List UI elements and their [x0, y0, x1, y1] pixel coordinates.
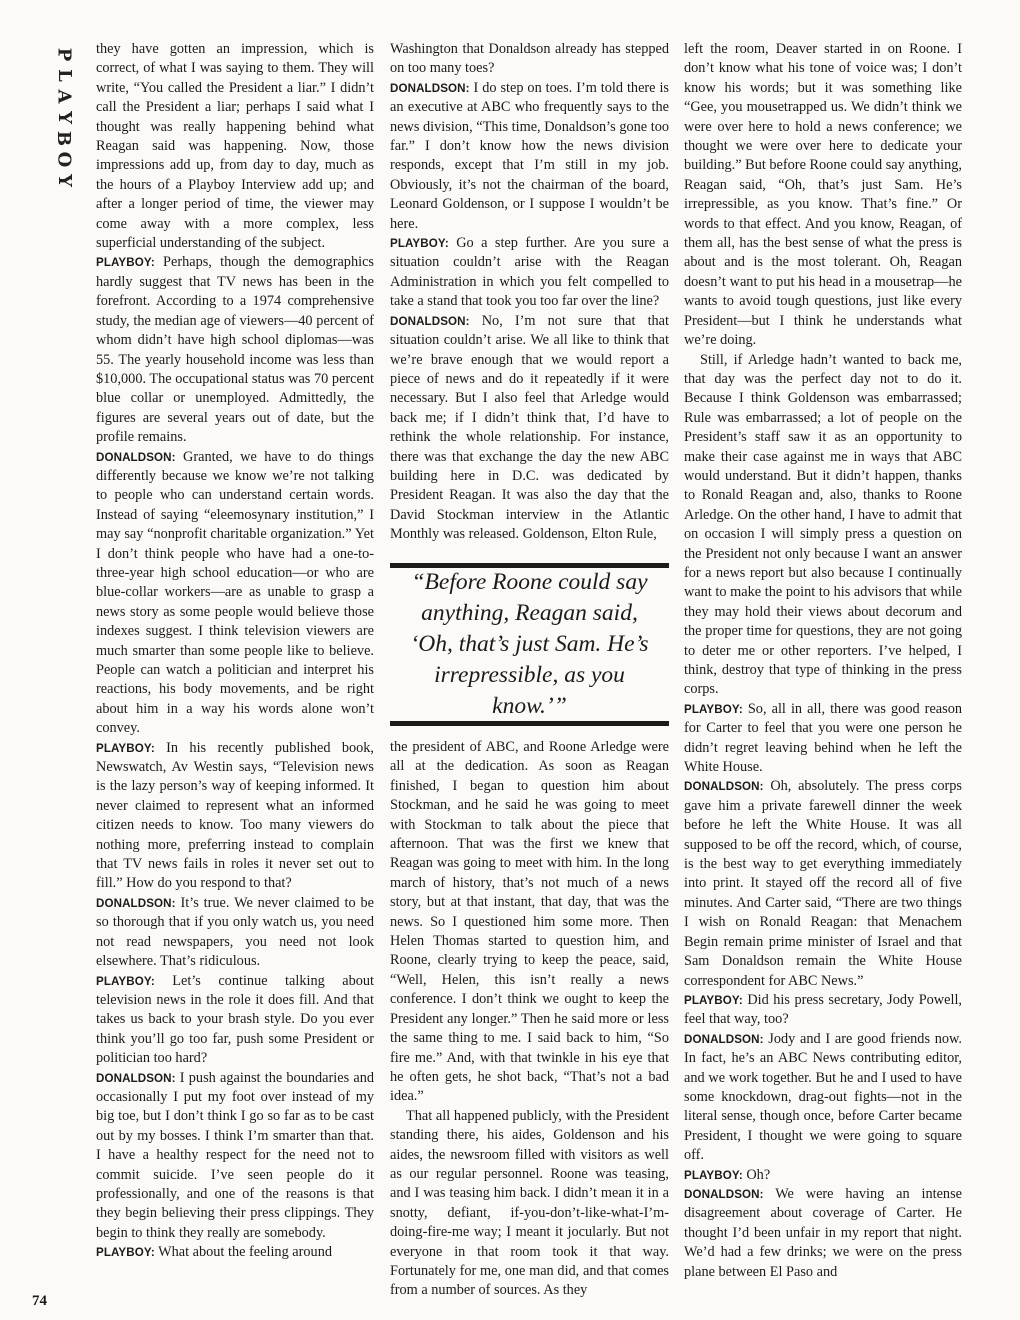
paragraph-text: What about the feeling around — [158, 1244, 332, 1261]
pull-quote — [390, 563, 669, 726]
article-paragraph — [96, 739, 374, 894]
paragraph-text: they have gotten an impression, which is correct, of what I was saying to them. They will write, “You called the President a liar.” I didn’t call the President a liar; perhaps I said what I thought was really happening behind what Reagan said was happening. Now, those impressions add up, from day to day, much as the hours of a Playboy Interview add up; and after a longer period of time, the viewer may come away with a more complex, less superficial understanding of the subject. — [96, 41, 374, 252]
speaker-label: PLAYBOY: — [96, 741, 155, 755]
text-column-2 — [390, 40, 669, 545]
article-paragraph — [684, 1185, 962, 1282]
speaker-label: DONALDSON: — [684, 1032, 764, 1046]
magazine-title-letter: O — [53, 151, 75, 168]
speaker-label: DONALDSON: — [96, 896, 176, 910]
magazine-title-letter: Y — [53, 174, 75, 187]
paragraph-text: Oh? — [746, 1166, 771, 1183]
paragraph-text: Did his press secretary, Jody Powell, feel that way, too? — [684, 991, 962, 1028]
paragraph-text: We were having an intense disagreement about coverage of Carter. He thought I’d been unfair in my report that night. We’d had a few drinks; we were on the press plane between El Paso and — [684, 1185, 962, 1280]
speaker-label: PLAYBOY: — [684, 993, 743, 1007]
speaker-label: PLAYBOY: — [684, 702, 743, 716]
article-paragraph — [684, 351, 962, 700]
magazine-title-letter: B — [53, 130, 75, 147]
pull-quote-text: “Before Roone could say anything, Reagan said, ‘Oh, that’s just Sam. He’s irrepressible, as you know.’” — [410, 569, 649, 719]
paragraph-text: the president of ABC, and Roone Arledge were all at the dedication. As soon as Reagan finished, I began to question him about Stockman, and he said he was going to meet with Stockman to talk about the piece that afternoon. That was the first we knew that Reagan was going to meet with him. In the long march of history, that’s not much of a news story, but at that instant, that day, that was the news. So I questioned him some more. Then Helen Thomas started to question him, and Roone, clearly trying to keep the peace, said, “Well, Helen, this isn’t really a news conference. I don’t think we ought to keep the President any longer.” Then he said more or less the same thing to me. I said back to him, “So fire me.” And, with that twinkle in his eye that he often gets, he shot back, “That’s not a bad idea.” — [390, 739, 669, 1105]
paragraph-text: I push against the boundaries and occasionally I put my foot over instead of my big toe, but I don’t think I go so far as to be cast out by my bosses. I think I’m smarter than that. I have a healthy respect for the need not to commit suicide. I’ve seen people do it professionally, and one of the reasons is that they begin believing their press clippings. They begin to think they really are somebody. — [96, 1069, 374, 1241]
magazine-title-letter: L — [53, 69, 75, 82]
article-paragraph — [390, 40, 669, 79]
speaker-label: PLAYBOY: — [390, 237, 449, 251]
speaker-label: PLAYBOY: — [96, 1246, 155, 1260]
paragraph-text: No, I’m not sure that that situation couldn’t arise. We all like to think that we’re brave enough that we would report a piece of news and do it repeatedly if it were necessary. But I also feel that Arledge would back me; if I didn’t think that, I’d have to rethink the whole relationship. For instance, there was that exchange the day the new ABC building here in D.C. was dedicated by President Reagan. It was also the day that the David Stockman interview in the Atlantic Monthly was released. Goldenson, Elton Rule, — [390, 312, 670, 543]
paragraph-text: So, all in all, there was good reason for Carter to feel that you were one person he didn’t regret leaving behind when he left the White House. — [684, 700, 963, 776]
article-paragraph — [684, 777, 962, 990]
paragraph-text: I do step on toes. I’m told there is an executive at ABC who frequently says to the news division, “This time, Donaldson’s gone too far.” I don’t know how the news division responds, except that I’m still in my job. Obviously, it’s not the chairman of the board, Leonard Goldenson, or I suppose I wouldn’t be here. — [390, 79, 669, 232]
article-paragraph — [96, 40, 374, 253]
text-column-1 — [96, 40, 374, 1263]
speaker-label: PLAYBOY: — [96, 974, 155, 988]
article-paragraph — [96, 253, 374, 447]
paragraph-text: Oh, absolutely. The press corps gave him a private farewell dinner the week before he left the White House. It was all supposed to be off the record, which, of course, is the best way to get everything immediately into print. It stayed off the record all of five minutes. And Carter said, “There are two things I wish on Ronald Reagan: that Menachem Begin remain prime minister of Israel and that Sam Donaldson remain the White House correspondent for ABC News.” — [684, 778, 962, 989]
paragraph-text: It’s true. We never claimed to be so thorough that if you only watch us, you need not read newspapers, you need not look elsewhere. That’s ridiculous. — [96, 894, 374, 970]
article-paragraph — [390, 312, 669, 545]
speaker-label: DONALDSON: — [684, 780, 764, 794]
speaker-label: DONALDSON: — [96, 1071, 176, 1085]
text-column-3 — [390, 738, 669, 1301]
article-paragraph — [96, 894, 374, 972]
page-number: 74 — [32, 1293, 47, 1309]
speaker-label: PLAYBOY: — [684, 1168, 743, 1182]
magazine-title — [52, 44, 75, 191]
article-paragraph — [96, 972, 374, 1069]
paragraph-text: Go a step further. Are you sure a situation couldn’t arise with the Reagan Administration in which you felt compelled to take a stand that took you too far over the line? — [390, 235, 669, 310]
article-paragraph — [684, 991, 962, 1030]
article-paragraph — [96, 1243, 374, 1262]
speaker-label: DONALDSON: — [390, 314, 470, 328]
paragraph-text: Still, if Arledge hadn’t wanted to back me, that day was the perfect day not to do it. Because I think Goldenson was embarrassed; Rule was embarrassed; a lot of people on the President’s staff saw it as an opportunity to make their case against me in ways that ABC would understand. But it didn’t happen, thanks to Ronald Reagan and, also, thanks to Roone Arledge. On the other hand, I have to admit that on occasion I will simply press a question on the President not only because I want an answer for a news report but also because I continually want to make the point to his advisors that while they may hold their views about decorum and the proper time for questions, they are not going to deter me or other reporters. I’ve helped, I think, destroy that type of thinking in the press corps. — [684, 351, 962, 698]
article-paragraph — [684, 1166, 962, 1185]
article-paragraph — [390, 1107, 669, 1301]
article-paragraph — [684, 700, 962, 778]
article-paragraph — [390, 738, 669, 1107]
article-paragraph — [390, 234, 669, 312]
paragraph-text: Perhaps, though the demographics hardly suggest that TV news has been in the forefront. According to a 1974 comprehensive study, the median age of viewers—40 percent of whom didn’t have high school diplomas—was 55. The yearly household income was less than $10,000. The occupational status was 70 percent blue collar or unemployed. Admittedly, the figures are several years out of date, but the profile remains. — [96, 254, 374, 446]
paragraph-text: Let’s continue talking about television news in the role it does fill. And that takes us back to your brash style. Do you ever think you’ll go too far, push some President or politician too hard? — [96, 972, 374, 1067]
magazine-title-letter: P — [53, 47, 75, 62]
paragraph-text: Granted, we have to do things differently because we know we’re not talking to people who can understand certain words. Instead of saying “eleemosynary institution,” I may say “nonprofit charitable organization.” Yet I don’t think people who have had a one-to-three-year high school education—or who are blue-collar workers—are as unable to grasp a news story as some people would believe those indexes suggest. I think television viewers are much smarter than some people like to believe. People can watch a politician and interpret his reactions, his body movements, and be right about him in a way his words alone won’t convey. — [96, 448, 374, 737]
article-paragraph — [96, 1069, 374, 1244]
article-paragraph — [684, 40, 962, 351]
speaker-label: PLAYBOY: — [96, 256, 155, 270]
speaker-label: DONALDSON: — [684, 1187, 764, 1201]
article-paragraph — [684, 1030, 962, 1166]
paragraph-text: That all happened publicly, with the President standing there, his aides, Goldenson and his aides, the newsroom filled with visitors as well as our regular personnel. Roone was teasing, and I was teasing him back. I didn’t mean it in a snotty, defiant, if-you-don’t-like-what-I’m-doing-fire-me way; I meant it jocularly. But not everyone in that room took it that way. Fortunately for me, one man did, and that comes from a number of sources. As they — [390, 1107, 669, 1299]
magazine-title-letter: A — [53, 89, 75, 104]
paragraph-text: Jody and I are good friends now. In fact, he’s an ABC News contributing editor, and we work together. But he and I used to have some knockdown, drag-out fights—not in the literal sense, though once, before Carter became President, I thought we were going to square off. — [684, 1030, 962, 1164]
speaker-label: DONALDSON: — [96, 450, 176, 464]
article-paragraph — [96, 448, 374, 739]
paragraph-text: Washington that Donaldson already has stepped on too many toes? — [390, 41, 669, 77]
speaker-label: DONALDSON: — [390, 81, 470, 95]
paragraph-text: left the room, Deaver started in on Roone. I don’t know what his tone of voice was; I don’t know his words; but it was something like “Gee, you mousetrapped us. We didn’t think we were over here to hold a news conference; we thought we were over here to dedicate your building.” But before Roone could say anything, Reagan said, “Oh, that’s just Sam. He’s irrepressible, as you know. That’s fine.” Or words to that effect. And you know, Reagan, of them all, has the best sense of what the press is about and is the most tolerant. Oh, Reagan doesn’t want to put his head in a mousetrap—he wants to avoid tough questions, just like every President—but I think he understands what we’re doing. — [684, 41, 962, 349]
text-column-4 — [684, 40, 962, 1282]
paragraph-text: In his recently published book, Newswatch, Av Westin says, “Television news is the lazy person’s way of keeping informed. It never claimed to represent what an informed citizen needs to know. Too many viewers do nothing more, preferring instead to complain that TV news fails in roles it never set out to fill.” How do you respond to that? — [96, 739, 374, 892]
magazine-title-letter: Y — [53, 111, 75, 124]
article-paragraph — [390, 79, 669, 234]
